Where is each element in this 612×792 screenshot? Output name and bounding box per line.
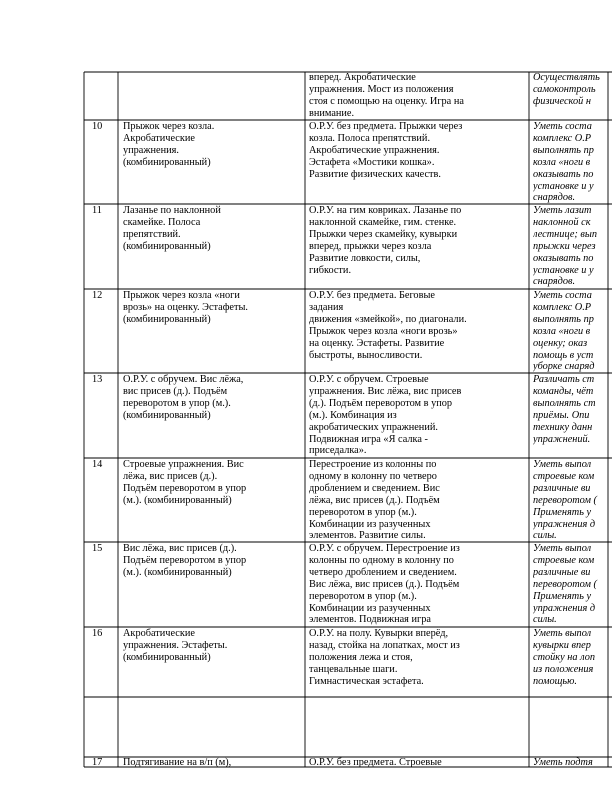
table-row-7-num: 16 [92,628,103,639]
table-row-1-result: Уметь соста комплекс О.Р выполнять пр козла «ноги в оказывать по установке и у снарядов. [533,121,594,204]
table-row-2-topic: Лазанье по наклонной скамейке. Полоса препятствий. (комбинированный) [123,205,221,252]
table-row-7-content: О.Р.У. на полу. Кувырки вперёд, назад, стойка на лопатках, мост из положения лежа и стоя, танцевальные шаги. Гимнастическая эстафета. [309,628,460,687]
table-row-3-topic: Прыжок через козла «ноги врозь» на оценку. Эстафеты. (комбинированный) [123,290,248,325]
table-row-3-result: Уметь соста комплекс О.Р выполнять пр козла «ноги в оценку; оказ помощь в уст уборке снаряд [533,290,595,373]
table-row-2-result: Уметь лазит наклонной ск лестнице; вып прыжки через оказывать по установке и у снарядов. [533,205,598,288]
table-row-0-content: вперед. Акробатические упражнения. Мост из положения стоя с помощью на оценку. Игра на внимание. [309,72,464,119]
table-row-3-num: 12 [92,290,103,301]
table-row-4-content: О.Р.У. с обручем. Строевые упражнения. Вис лёжа, вис присев (д.). Подъём переворотом в упор (м.). Комбинация из акробатических упражнений. Подвижная игра «Я салка - приседалка». [309,374,462,457]
table-row-7-topic: Акробатические упражнения. Эстафеты. (комбинированный) [123,628,228,663]
table-row-5-topic: Строевые упражнения. Вис лёжа, вис присев (д.). Подъём переворотом в упор (м.). (комбинированный) [123,459,247,506]
table-row-8-content: О.Р.У. без предмета. Строевые [309,757,442,767]
table-row-1-content: О.Р.У. без предмета. Прыжки через козла. Полоса препятствий. Акробатические упражнения. Эстафета «Мостики кошка». Развитие физических качеств. [309,121,463,180]
table-row-8-topic: Подтягивание на в/п (м), [123,757,232,767]
table-row-5-content: Перестроение из колонны по одному в колонну по четверо дроблением и сведением. Вис лёжа, вис присев (д.). Подъём переворотом в упор (м.). Комбинации из разученных элементов. Развитие силы. [309,459,440,542]
table-row-2-content: О.Р.У. на гим ковриках. Лазанье по наклонной скамейке, гим. стенке. Прыжки через скамейку, кувырки вперед, прыжки через козла Развитие ловкости, силы, гибкости. [309,205,462,276]
table-row-4-num: 13 [92,374,103,385]
table-row-0-result: Осуществлять самоконтроль физической н [533,72,600,107]
table-row-5-num: 14 [92,459,103,470]
table-row-6-num: 15 [92,543,103,554]
table-row-8-result: Уметь подтя [533,757,593,767]
table-row-2-num: 11 [92,205,102,216]
table-row-3-content: О.Р.У. без предмета. Беговые задания движения «змейкой», по диагонали. Прыжок через козла «ноги врозь» на оценку. Эстафеты. Развитие быстроты, выносливости. [309,290,467,361]
table-row-5-result: Уметь выпол строевые ком различные ви переворотом ( Применять у упражнения д силы. [533,459,597,542]
table-row-1-topic: Прыжок через козла. Акробатические упражнения. (комбинированный) [123,121,215,168]
table-row-4-topic: О.Р.У. с обручем. Вис лёжа, вис присев (д.). Подъём переворотом в упор (м.). (комбинированный) [123,374,244,421]
table-row-6-result: Уметь выпол строевые ком различные ви переворотом ( Применять у упражнения д силы. [533,543,597,626]
table-row-6-content: О.Р.У. с обручем. Перестроение из колонны по одному в колонну по четверо дроблением и сведением. Вис лёжа, вис присев (д.). Подъём переворотом в упор (м.). Комбинации из разученных элементов. Подвижная игра [309,543,460,626]
table-row-7-result: Уметь выпол кувырки впер стойку на лоп из положения помощью. [533,628,596,687]
table-row-8-num: 17 [92,757,103,768]
table-row-6-topic: Вис лёжа, вис присев (д.). Подъём переворотом в упор (м.). (комбинированный) [123,543,247,578]
table-row-1-num: 10 [92,121,103,132]
table-row-4-result: Различать ст команды, чёт выполнять ст приёмы. Опи технику данн упражнений. [533,374,596,445]
